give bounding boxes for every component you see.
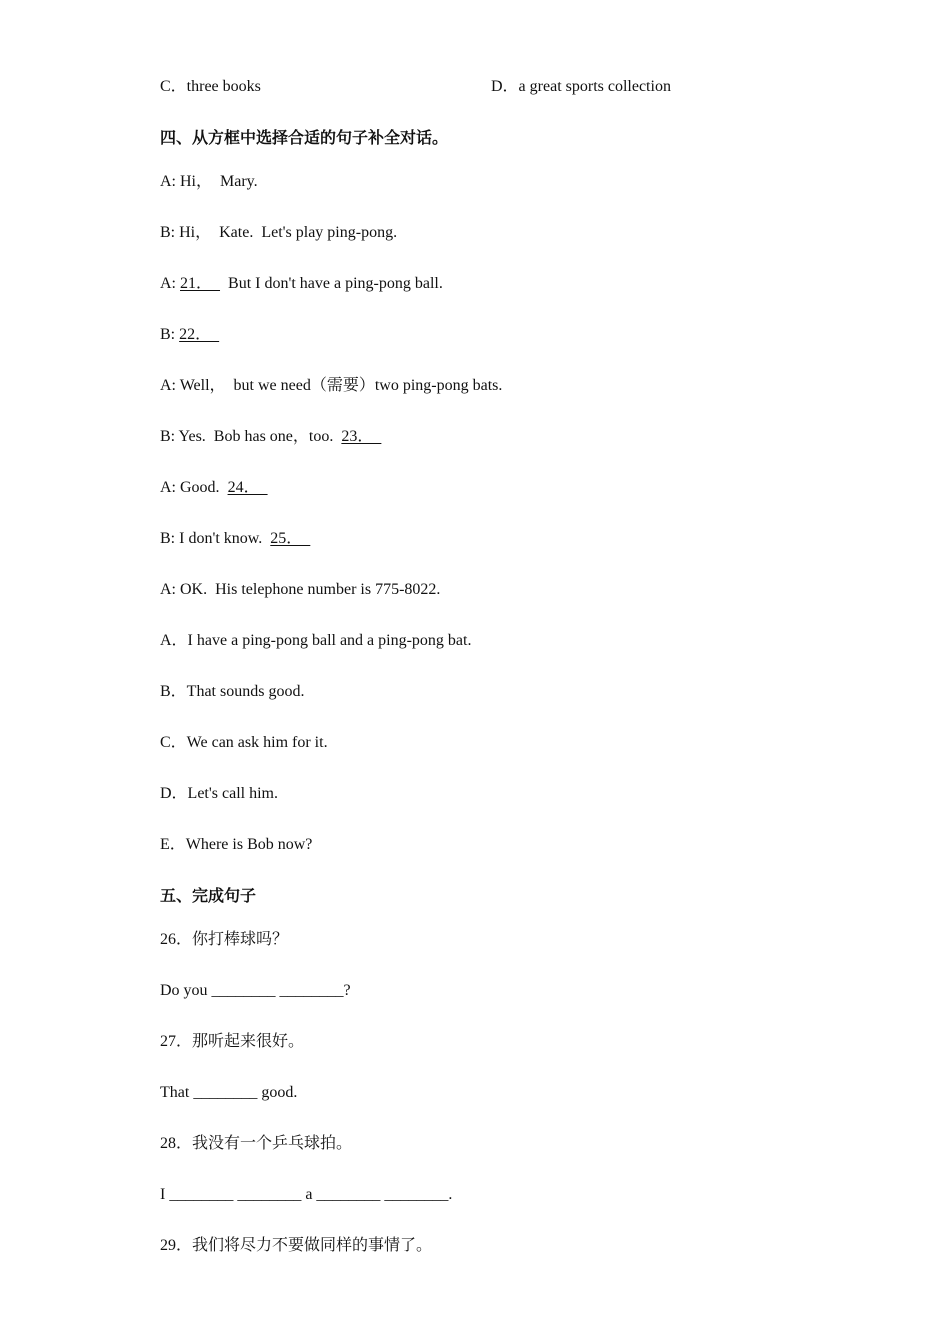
answer-blank-25[interactable]: 25． bbox=[270, 530, 311, 547]
question-29: 29．我们将尽力不要做同样的事情了。 bbox=[160, 1237, 433, 1254]
choice-e: E．Where is Bob now? bbox=[160, 836, 313, 853]
answer-blank-22[interactable]: 22． bbox=[179, 326, 220, 343]
dialogue-line: B: Yes. Bob has one，too. 23． bbox=[160, 428, 382, 445]
answer-blank-24[interactable]: 24． bbox=[227, 479, 268, 496]
dialogue-line: A: Well， but we need（需要）two ping-pong bats. bbox=[160, 377, 503, 394]
question-27: 27．那听起来很好。 bbox=[160, 1033, 305, 1050]
choice-a: A．I have a ping-pong ball and a ping-pong bat. bbox=[160, 632, 472, 649]
answer-line-28[interactable]: I ________ ________ a ________ ________. bbox=[160, 1186, 453, 1203]
section5-title: 五、完成句子 bbox=[160, 888, 257, 905]
dialogue-line: A: 21． But I don't have a ping-pong ball. bbox=[160, 275, 443, 292]
choice-b: B．That sounds good. bbox=[160, 683, 305, 700]
option-d: D．a great sports collection bbox=[491, 78, 671, 95]
dialogue-line: A: Hi， Mary. bbox=[160, 173, 258, 190]
choice-d: D．Let's call him. bbox=[160, 785, 278, 802]
answer-line-26[interactable]: Do you ________ ________? bbox=[160, 982, 351, 999]
dialogue-line: A: Good. 24． bbox=[160, 479, 268, 496]
dialogue-line: B: Hi， Kate. Let's play ping-pong. bbox=[160, 224, 398, 241]
answer-blank-21[interactable]: 21． bbox=[180, 275, 221, 292]
question-26: 26．你打棒球吗？ bbox=[160, 931, 289, 948]
option-c: C．three books bbox=[160, 78, 261, 95]
section4-title: 四、从方框中选择合适的句子补全对话。 bbox=[160, 130, 449, 147]
dialogue-line: A: OK. His telephone number is 775-8022. bbox=[160, 581, 441, 598]
dialogue-line: B: I don't know. 25． bbox=[160, 530, 311, 547]
answer-line-27[interactable]: That ________ good. bbox=[160, 1084, 298, 1101]
dialogue-line: B: 22． bbox=[160, 326, 220, 343]
answer-blank-23[interactable]: 23． bbox=[341, 428, 382, 445]
question-28: 28．我没有一个乒乓球拍。 bbox=[160, 1135, 353, 1152]
choice-c: C．We can ask him for it. bbox=[160, 734, 328, 751]
